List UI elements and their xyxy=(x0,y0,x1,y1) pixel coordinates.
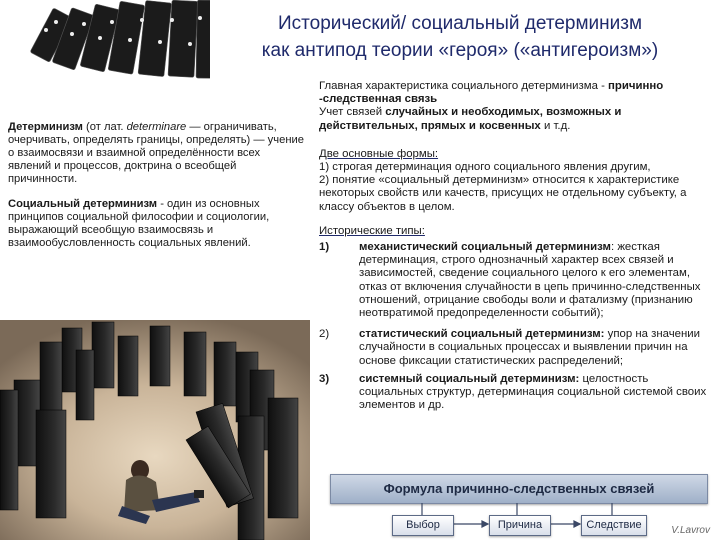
type-text xyxy=(359,328,714,368)
type-description: : жесткая детерминация, строго однозначный характер всех связей и зависимостей, сведение социального целого к его элементам, отказ от включения случайности в цепь причинно-следственных отношений, отрицание свободы воли и фатализму (признанию неотвратимой предопределенности событий); xyxy=(359,241,701,320)
diagram-box-effect: Следствие xyxy=(581,515,647,536)
type-name: статистический социальный детерминизм: xyxy=(359,328,605,341)
list-item xyxy=(319,373,714,413)
historical-types-list xyxy=(319,241,714,412)
main-characteristic-key: причинно -следственная связь xyxy=(319,80,664,106)
domino-circle-photo xyxy=(0,320,310,540)
form-2: 2) понятие «социальный детерминизм» относится к характеристике некоторых свойств или качеств, присущих не отдельному субъекту, а классу объектов в целом. xyxy=(319,174,687,213)
links-accounting-key: случайных и необходимых, возможных и действительных, прямых и косвенных xyxy=(319,106,622,132)
social-determinism-term: Социальный детерминизм xyxy=(8,198,158,210)
links-accounting-prefix: Учет связей xyxy=(319,106,386,119)
type-name: системный социальный детерминизм: xyxy=(359,372,580,385)
determinism-origin-prefix: (от лат. xyxy=(82,121,127,133)
form-1: 1) строгая детерминация одного социального явления другим, xyxy=(319,161,651,174)
diagram-banner: Формула причинно-следственных связей xyxy=(330,474,708,504)
type-description: целостность социальных структур, детерминация социальной системой своих элементов и др. xyxy=(359,372,707,412)
determinism-definition-text: — ограничивать, очерчивать, определять границы, определять) — учение о взаимосвязи и взаимной определённости всех явлений и процессов, доктрина о всеобщей причинности. xyxy=(8,121,304,185)
types-heading: Исторические типы: xyxy=(319,224,425,237)
falling-dominoes-image xyxy=(0,0,210,100)
links-accounting xyxy=(319,106,714,132)
determinism-latin: determinare xyxy=(126,121,187,133)
causal-formula-diagram xyxy=(322,470,714,538)
type-number: 2) xyxy=(319,328,330,341)
type-description: упор на значении случайности в социальных процессах и выявлении причин на основе фиксации статистических распределений; xyxy=(359,328,700,367)
types-heading-line xyxy=(319,225,714,238)
forms-heading-line xyxy=(319,148,714,161)
right-column xyxy=(319,80,714,413)
type-text xyxy=(359,373,714,413)
links-accounting-suffix: и т.д. xyxy=(540,119,571,132)
title-line-2: как антипод теории «героя» («антигероизм») xyxy=(261,40,659,61)
main-characteristic-prefix: Главная характеристика социального детерминизма - xyxy=(319,80,609,92)
type-text xyxy=(359,241,714,320)
social-determinism-definition xyxy=(8,198,304,250)
diagram-box-cause: Причина xyxy=(489,515,551,536)
determinism-term: Детерминизм xyxy=(8,121,83,133)
diagram-signature: V.Lavrov xyxy=(671,525,710,536)
social-determinism-definition-text: - один из основных принципов социальной философии и социологии, выражающий всеобщую взаимосвязь и взаимообусловленность социальных явлений. xyxy=(8,198,270,249)
list-item xyxy=(319,328,714,368)
type-number: 3) xyxy=(319,372,330,385)
forms-heading: Две основные формы: xyxy=(319,147,439,160)
page-title xyxy=(210,10,710,64)
type-name: механистический социальный детерминизм xyxy=(359,241,611,254)
type-number: 1) xyxy=(319,241,330,254)
determinism-definition xyxy=(8,121,304,186)
title-line-1: Исторический/ социальный детерминизм xyxy=(277,13,643,34)
main-characteristic xyxy=(319,80,714,106)
list-item xyxy=(319,241,714,320)
definitions-block xyxy=(8,121,304,262)
diagram-box-choice: Выбор xyxy=(392,515,454,536)
